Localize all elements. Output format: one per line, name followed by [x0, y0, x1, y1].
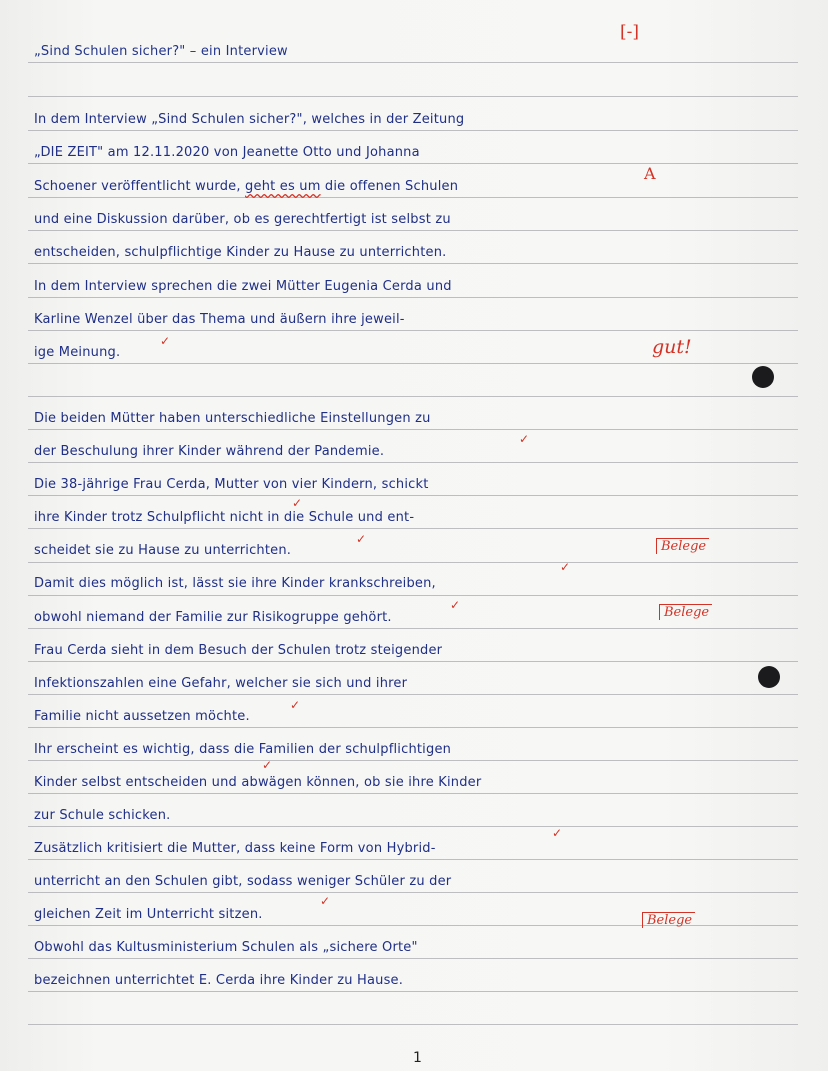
ruled-line — [28, 363, 798, 364]
text-line: Damit dies möglich ist, lässt sie ihre Kinder krankschreiben, — [34, 576, 436, 591]
text-line: der Beschulung ihrer Kinder während der Pandemie. — [34, 444, 385, 459]
text-line: gleichen Zeit im Unterricht sitzen. — [34, 907, 263, 922]
belege-label: Belege — [656, 538, 709, 554]
text-line: und eine Diskussion darüber, ob es gerechtfertigt ist selbst zu — [34, 212, 451, 227]
ruled-line — [28, 595, 798, 596]
text-line: bezeichnen unterrichtet E. Cerda ihre Kinder zu Hause. — [34, 973, 404, 988]
ruled-line — [28, 429, 798, 430]
check-mark-icon: ✓ — [292, 496, 303, 510]
check-mark-icon: ✓ — [552, 826, 563, 840]
text-line: Die beiden Mütter haben unterschiedliche Einstellungen zu — [34, 411, 431, 426]
bracket-mark: [-] — [620, 22, 640, 42]
ruled-line — [28, 826, 798, 827]
ruled-line — [28, 130, 798, 131]
text-line — [34, 179, 614, 195]
ruled-line — [28, 859, 798, 860]
ruled-line — [28, 330, 798, 331]
ruled-line — [28, 958, 798, 959]
ruled-line — [28, 62, 798, 63]
ruled-line — [28, 892, 798, 893]
ruled-line — [28, 263, 798, 264]
ruled-line — [28, 628, 798, 629]
belege-label: Belege — [642, 912, 695, 928]
ruled-line — [28, 562, 798, 563]
text-line: Ihr erscheint es wichtig, dass die Familien der schulpflichtigen — [34, 742, 452, 757]
ruled-line — [28, 760, 798, 761]
underlined-phrase: geht es um — [245, 179, 321, 194]
document-title: „Sind Schulen sicher?" – ein Interview — [34, 44, 288, 59]
text-line: In dem Interview sprechen die zwei Mütter Eugenia Cerda und — [34, 279, 452, 294]
text-line: zur Schule schicken. — [34, 808, 171, 823]
text-line: unterricht an den Schulen gibt, sodass weniger Schüler zu der — [34, 874, 452, 889]
page-number: 1 — [413, 1050, 422, 1066]
a-mark: A — [644, 164, 656, 183]
ruled-line — [28, 197, 798, 198]
ruled-line — [28, 96, 798, 97]
check-mark-icon: ✓ — [290, 698, 301, 712]
ruled-line — [28, 462, 798, 463]
belege-label: Belege — [659, 604, 712, 620]
text-line: Karline Wenzel über das Thema und äußern ihre jeweil- — [34, 312, 405, 327]
text-line: „DIE ZEIT" am 12.11.2020 von Jeanette Otto und Johanna — [34, 145, 420, 160]
ruled-line — [28, 727, 798, 728]
belege-note — [640, 912, 695, 928]
ruled-line — [28, 297, 798, 298]
check-mark-icon: ✓ — [450, 598, 461, 612]
text-line: Obwohl das Kultusministerium Schulen als „sichere Orte" — [34, 940, 418, 955]
punch-hole — [752, 366, 774, 388]
ruled-line — [28, 396, 798, 397]
ruled-line — [28, 793, 798, 794]
text-line: ihre Kinder trotz Schulpflicht nicht in die Schule und ent- — [34, 510, 415, 525]
text-line: In dem Interview „Sind Schulen sicher?", welches in der Zeitung — [34, 112, 465, 127]
text-line: scheidet sie zu Hause zu unterrichten. — [34, 543, 292, 558]
text-line: Frau Cerda sieht in dem Besuch der Schulen trotz steigender — [34, 643, 443, 658]
text-line: Die 38-jährige Frau Cerda, Mutter von vier Kindern, schickt — [34, 477, 429, 492]
ruled-line — [28, 991, 798, 992]
ruled-line — [28, 694, 798, 695]
punch-hole — [758, 666, 780, 688]
text-line: Infektionszahlen eine Gefahr, welcher sie sich und ihrer — [34, 676, 408, 691]
ruled-line — [28, 495, 798, 496]
text-line: obwohl niemand der Familie zur Risikogruppe gehört. — [34, 610, 392, 625]
belege-note — [657, 604, 712, 620]
text-line: Kinder selbst entscheiden und abwägen können, ob sie ihre Kinder — [34, 775, 482, 790]
ruled-line — [28, 163, 798, 164]
check-mark-icon: ✓ — [560, 560, 571, 574]
ruled-line — [28, 661, 798, 662]
ruled-line — [28, 1024, 798, 1025]
text-line-part: Schoener veröffentlicht wurde, geht es um die offenen Schulen — [34, 179, 459, 194]
ruled-line — [28, 230, 798, 231]
gut-note: gut! — [652, 336, 692, 358]
text-line: Zusätzlich kritisiert die Mutter, dass keine Form von Hybrid- — [34, 841, 436, 856]
ruled-line — [28, 528, 798, 529]
text-line: ige Meinung. — [34, 345, 121, 360]
text-line: Familie nicht aussetzen möchte. — [34, 709, 250, 724]
check-mark-icon: ✓ — [160, 334, 171, 348]
belege-note — [654, 538, 709, 554]
check-mark-icon: ✓ — [519, 432, 530, 446]
text-line: entscheiden, schulpflichtige Kinder zu Hause zu unterrichten. — [34, 245, 447, 260]
check-mark-icon: ✓ — [262, 758, 273, 772]
check-mark-icon: ✓ — [356, 532, 367, 546]
check-mark-icon: ✓ — [320, 894, 331, 908]
